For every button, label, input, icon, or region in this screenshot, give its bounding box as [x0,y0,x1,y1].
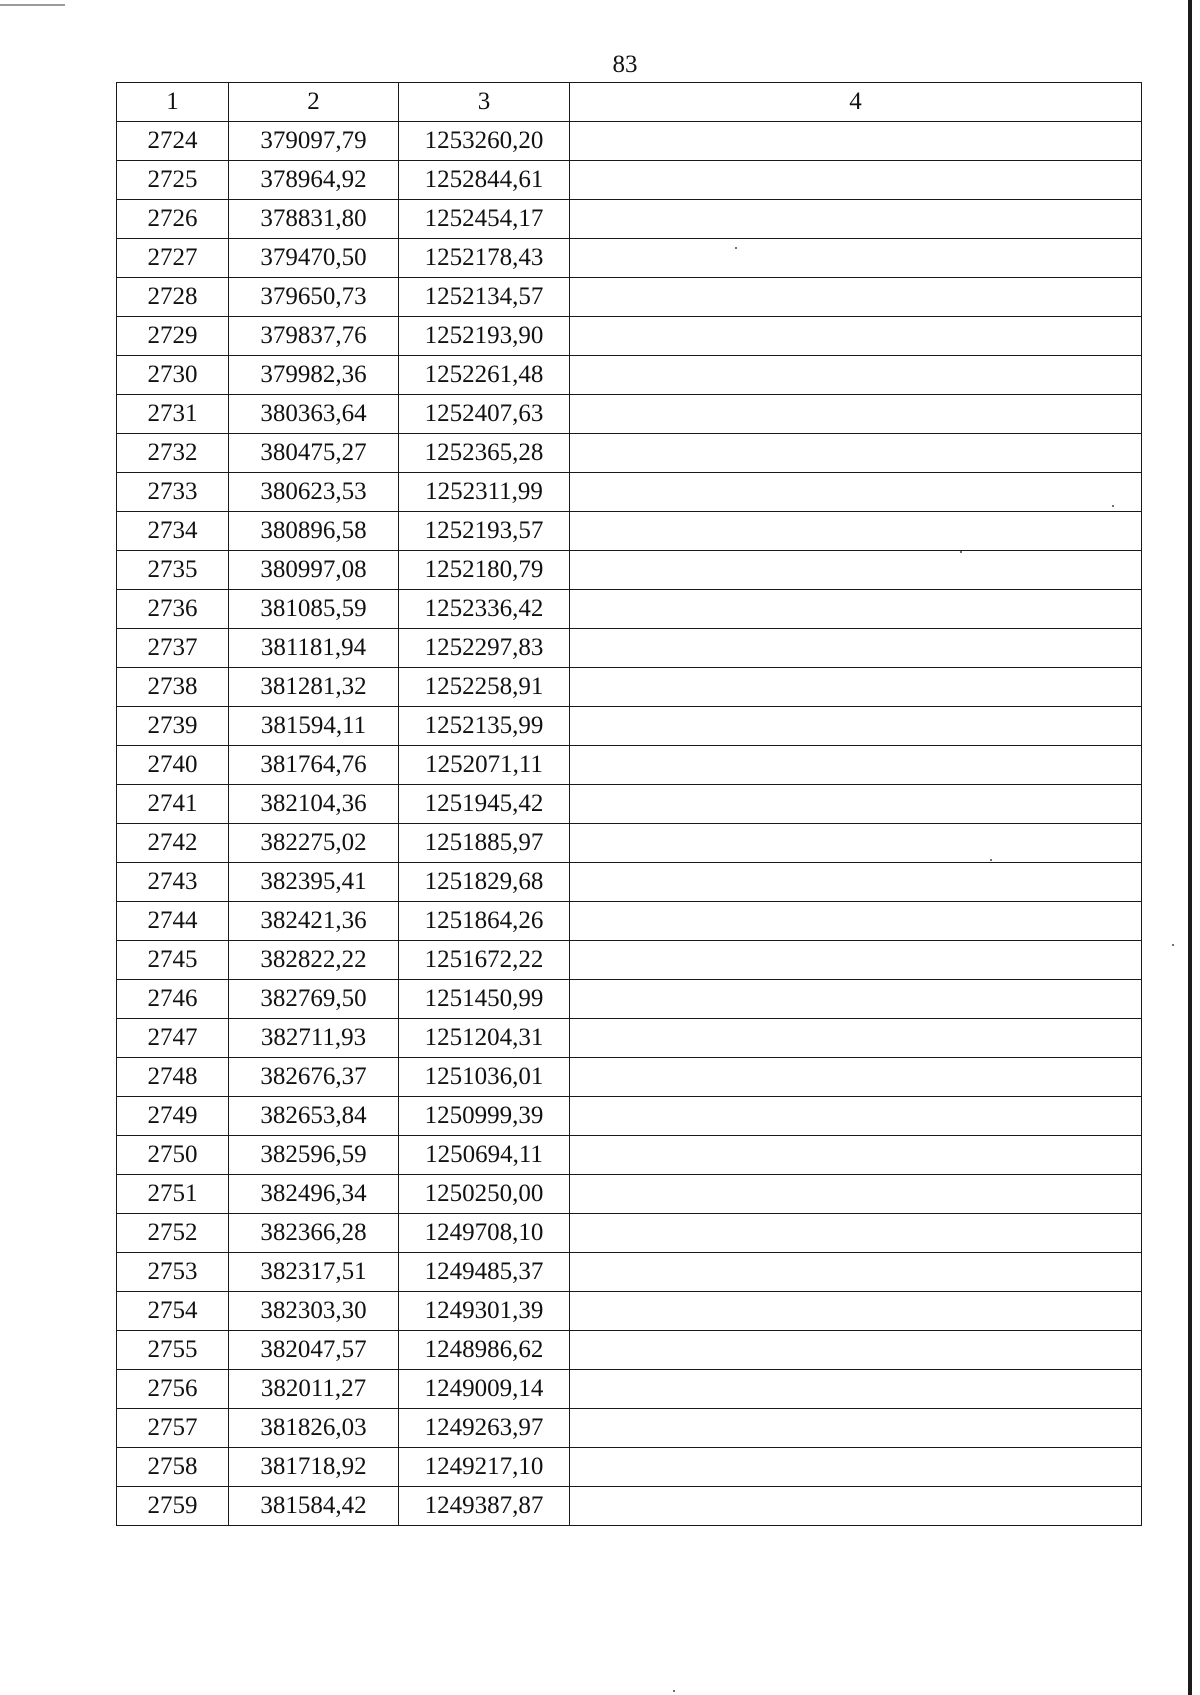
table-cell-col-1: 2726 [117,200,229,239]
table-cell-col-2: 378964,92 [229,161,399,200]
table-cell-col-1: 2753 [117,1253,229,1292]
table-cell-col-1: 2752 [117,1214,229,1253]
table-body [117,122,1142,1526]
table-row [117,1370,1142,1409]
table-row [117,785,1142,824]
table-row [117,902,1142,941]
table-cell-col-2: 379650,73 [229,278,399,317]
table-cell-col-1: 2729 [117,317,229,356]
table-cell-col-2: 382496,34 [229,1175,399,1214]
table-cell-col-1: 2739 [117,707,229,746]
table-row [117,1331,1142,1370]
table-row [117,395,1142,434]
table-cell-col-2: 379837,76 [229,317,399,356]
table-cell-col-2: 378831,80 [229,200,399,239]
table-cell-col-1: 2742 [117,824,229,863]
table-cell-col-1: 2749 [117,1097,229,1136]
table-row [117,473,1142,512]
table-cell-col-3: 1251450,99 [399,980,570,1019]
table-row [117,980,1142,1019]
table-cell-col-3: 1252261,48 [399,356,570,395]
table-cell-col-1: 2756 [117,1370,229,1409]
table-row [117,356,1142,395]
table-cell-col-3: 1252134,57 [399,278,570,317]
table-cell-col-2: 382653,84 [229,1097,399,1136]
table-cell-col-2: 381584,42 [229,1487,399,1526]
table-cell-col-1: 2733 [117,473,229,512]
table-cell-col-2: 380896,58 [229,512,399,551]
table-row [117,707,1142,746]
table-cell-col-2: 381181,94 [229,629,399,668]
table-cell-col-1: 2754 [117,1292,229,1331]
table-row [117,1019,1142,1058]
table-cell-col-4 [570,1175,1142,1214]
table-row [117,1175,1142,1214]
table-cell-col-3: 1253260,20 [399,122,570,161]
page-number: 83 [612,51,638,78]
table-cell-col-1: 2727 [117,239,229,278]
table-cell-col-3: 1252193,57 [399,512,570,551]
table-cell-col-3: 1251864,26 [399,902,570,941]
column-header-3: 3 [399,83,570,122]
table-cell-col-4 [570,1136,1142,1175]
table-cell-col-4 [570,200,1142,239]
table-cell-col-3: 1249301,39 [399,1292,570,1331]
table-cell-col-2: 382275,02 [229,824,399,863]
table-cell-col-4 [570,980,1142,1019]
table-cell-col-3: 1250250,00 [399,1175,570,1214]
table-cell-col-3: 1248986,62 [399,1331,570,1370]
table-row [117,551,1142,590]
table-cell-col-4 [570,629,1142,668]
table-cell-col-2: 379470,50 [229,239,399,278]
table-row [117,1292,1142,1331]
table-cell-col-2: 382769,50 [229,980,399,1019]
table-cell-col-4 [570,512,1142,551]
table-cell-col-1: 2750 [117,1136,229,1175]
table-cell-col-2: 382421,36 [229,902,399,941]
table-cell-col-3: 1251945,42 [399,785,570,824]
table-cell-col-3: 1252844,61 [399,161,570,200]
table-row [117,863,1142,902]
table-cell-col-3: 1250999,39 [399,1097,570,1136]
table-cell-col-3: 1252178,43 [399,239,570,278]
table-row [117,239,1142,278]
table-cell-col-1: 2730 [117,356,229,395]
table-cell-col-1: 2744 [117,902,229,941]
table-cell-col-4 [570,785,1142,824]
table-cell-col-4 [570,824,1142,863]
table-cell-col-3: 1252297,83 [399,629,570,668]
table-cell-col-2: 382011,27 [229,1370,399,1409]
table-cell-col-2: 382822,22 [229,941,399,980]
column-header-1: 1 [117,83,229,122]
table-cell-col-3: 1249009,14 [399,1370,570,1409]
table-cell-col-2: 379097,79 [229,122,399,161]
table-cell-col-1: 2741 [117,785,229,824]
table-cell-col-1: 2758 [117,1448,229,1487]
table-cell-col-3: 1251885,97 [399,824,570,863]
table-cell-col-2: 381718,92 [229,1448,399,1487]
table-cell-col-4 [570,1019,1142,1058]
table-cell-col-4 [570,902,1142,941]
table-cell-col-3: 1249263,97 [399,1409,570,1448]
scan-page-edge [1188,0,1192,1695]
table-cell-col-4 [570,1214,1142,1253]
table-cell-col-4 [570,1370,1142,1409]
table-cell-col-2: 380997,08 [229,551,399,590]
table-cell-col-3: 1250694,11 [399,1136,570,1175]
table-cell-col-1: 2755 [117,1331,229,1370]
table-cell-col-2: 382317,51 [229,1253,399,1292]
table-cell-col-3: 1251036,01 [399,1058,570,1097]
table-cell-col-2: 381826,03 [229,1409,399,1448]
table-row [117,1058,1142,1097]
table-cell-col-3: 1251672,22 [399,941,570,980]
table-cell-col-4 [570,668,1142,707]
table-cell-col-1: 2745 [117,941,229,980]
table-row [117,200,1142,239]
table-row [117,1136,1142,1175]
table-row [117,629,1142,668]
table-cell-col-4 [570,1097,1142,1136]
table-cell-col-3: 1249708,10 [399,1214,570,1253]
table-cell-col-4 [570,434,1142,473]
table-cell-col-4 [570,707,1142,746]
table-cell-col-3: 1249485,37 [399,1253,570,1292]
table-cell-col-1: 2731 [117,395,229,434]
table-row [117,317,1142,356]
table-cell-col-3: 1252135,99 [399,707,570,746]
table-cell-col-3: 1251829,68 [399,863,570,902]
table-cell-col-2: 382366,28 [229,1214,399,1253]
table-row [117,161,1142,200]
table-row [117,1214,1142,1253]
table-cell-col-4 [570,122,1142,161]
table-cell-col-1: 2759 [117,1487,229,1526]
table-row [117,1409,1142,1448]
table-cell-col-4 [570,1292,1142,1331]
table-cell-col-4 [570,161,1142,200]
table-cell-col-1: 2724 [117,122,229,161]
table-cell-col-1: 2732 [117,434,229,473]
table-row [117,122,1142,161]
column-header-4: 4 [570,83,1142,122]
table-cell-col-4 [570,1058,1142,1097]
table-cell-col-4 [570,1487,1142,1526]
scan-speck [673,1690,675,1692]
table-cell-col-3: 1252454,17 [399,200,570,239]
table-cell-col-2: 380475,27 [229,434,399,473]
table-row [117,590,1142,629]
table-cell-col-2: 380623,53 [229,473,399,512]
table-cell-col-4 [570,863,1142,902]
table-cell-col-4 [570,1331,1142,1370]
table-cell-col-4 [570,473,1142,512]
table-cell-col-4 [570,746,1142,785]
table-cell-col-3: 1252258,91 [399,668,570,707]
table-cell-col-2: 381085,59 [229,590,399,629]
table-row [117,746,1142,785]
table-cell-col-4 [570,590,1142,629]
table-cell-col-1: 2734 [117,512,229,551]
table-cell-col-3: 1249217,10 [399,1448,570,1487]
table-cell-col-1: 2743 [117,863,229,902]
table-cell-col-4 [570,317,1142,356]
table-cell-col-2: 381764,76 [229,746,399,785]
column-header-2: 2 [229,83,399,122]
table-cell-col-2: 381594,11 [229,707,399,746]
table-cell-col-3: 1251204,31 [399,1019,570,1058]
table-row [117,434,1142,473]
table-cell-col-1: 2736 [117,590,229,629]
table-cell-col-4 [570,551,1142,590]
table-cell-col-4 [570,278,1142,317]
table-cell-col-3: 1252180,79 [399,551,570,590]
table-cell-col-1: 2757 [117,1409,229,1448]
table-cell-col-2: 382104,36 [229,785,399,824]
scan-speck [1172,944,1174,946]
table-cell-col-2: 382596,59 [229,1136,399,1175]
table-cell-col-4 [570,1409,1142,1448]
table-cell-col-1: 2751 [117,1175,229,1214]
table-row [117,824,1142,863]
table-cell-col-1: 2740 [117,746,229,785]
table-cell-col-1: 2725 [117,161,229,200]
table-cell-col-1: 2735 [117,551,229,590]
table-cell-col-3: 1252365,28 [399,434,570,473]
table-cell-col-2: 382303,30 [229,1292,399,1331]
table-row [117,941,1142,980]
table-row [117,512,1142,551]
table-cell-col-2: 382676,37 [229,1058,399,1097]
table-row [117,1097,1142,1136]
scan-edge-mark [0,4,65,6]
table-row [117,1487,1142,1526]
table-cell-col-4 [570,941,1142,980]
table-cell-col-2: 379982,36 [229,356,399,395]
table-cell-col-1: 2748 [117,1058,229,1097]
table-cell-col-4 [570,395,1142,434]
coordinates-table [116,82,1142,1526]
table-row [117,278,1142,317]
table-cell-col-3: 1249387,87 [399,1487,570,1526]
table-cell-col-1: 2747 [117,1019,229,1058]
table-cell-col-3: 1252336,42 [399,590,570,629]
table-row [117,668,1142,707]
table-cell-col-1: 2738 [117,668,229,707]
table-cell-col-4 [570,356,1142,395]
table-cell-col-2: 382047,57 [229,1331,399,1370]
table-cell-col-3: 1252071,11 [399,746,570,785]
table-cell-col-1: 2746 [117,980,229,1019]
table-cell-col-4 [570,1448,1142,1487]
table-cell-col-2: 382395,41 [229,863,399,902]
table-cell-col-2: 380363,64 [229,395,399,434]
table-cell-col-4 [570,239,1142,278]
table-cell-col-3: 1252193,90 [399,317,570,356]
table-cell-col-1: 2737 [117,629,229,668]
table-cell-col-2: 382711,93 [229,1019,399,1058]
table-cell-col-3: 1252311,99 [399,473,570,512]
table-cell-col-4 [570,1253,1142,1292]
table-cell-col-1: 2728 [117,278,229,317]
table-cell-col-3: 1252407,63 [399,395,570,434]
table-row [117,1448,1142,1487]
table-cell-col-2: 381281,32 [229,668,399,707]
table-header-row [117,83,1142,122]
table-row [117,1253,1142,1292]
